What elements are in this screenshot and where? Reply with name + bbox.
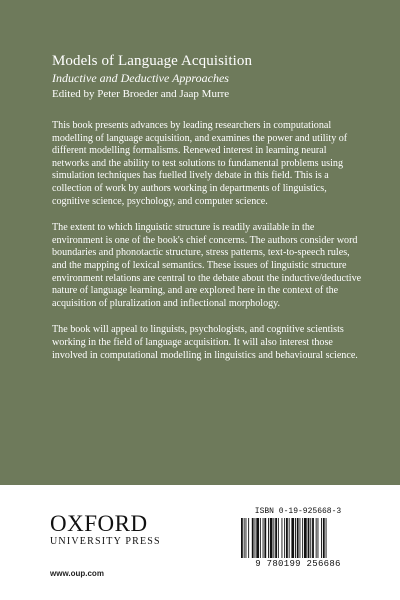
barcode-bar	[284, 518, 285, 558]
barcode-bar	[278, 518, 279, 558]
barcode-bar	[291, 518, 294, 558]
publisher-website: www.oup.com	[50, 569, 104, 578]
barcode-bar	[241, 518, 243, 558]
barcode-bar	[273, 518, 274, 558]
book-editors: Edited by Peter Broeder and Jaap Murre	[52, 88, 230, 100]
barcode-bar	[323, 518, 325, 558]
barcode-bar	[326, 518, 327, 558]
publisher-logo	[50, 513, 161, 548]
barcode-bar	[264, 518, 266, 558]
barcode-bar	[260, 518, 261, 558]
publisher-tagline: UNIVERSITY PRESS	[50, 536, 161, 547]
barcode-bar	[255, 518, 256, 558]
barcode-bar	[302, 518, 303, 558]
isbn-label: ISBN 0-19-925668-3	[254, 507, 342, 516]
publisher-name: OXFORD	[50, 511, 148, 536]
barcode-bar	[295, 518, 296, 558]
barcode-bar	[289, 518, 290, 558]
barcode-block	[240, 507, 356, 569]
barcode-bar	[268, 518, 269, 558]
barcode-bar	[256, 518, 259, 558]
barcode-bar	[321, 518, 322, 558]
barcode-bar	[282, 518, 283, 558]
book-subtitle: Inductive and Deductive Approaches	[52, 71, 229, 85]
barcode-bar	[263, 518, 264, 558]
barcode-bar	[286, 518, 288, 558]
barcode-icon	[240, 518, 356, 558]
book-title: Models of Language Acquisition	[52, 53, 253, 69]
barcode-bar	[304, 518, 307, 558]
barcode-bar	[270, 518, 273, 558]
barcode-bar	[300, 518, 301, 558]
blurb-paragraph-3: The book will appeal to linguists, psychologists, and cognitive scientists working in the field of language acquisition. It will also interest those involved in computational modelling in linguistics and behavioural science.	[52, 324, 358, 361]
blurb-paragraph-2: The extent to which linguistic structure is readily available in the environment is one of the book's chief concerns. The authors consider word boundaries and phonotactic structure, stress patterns, text-to-speech rules, and the mapping of lexical semantics. These issues of linguistic structure environment relations are central to the debate about the inductive/deductive nature of language learning, and are explored here in the context of the acquisition of pluralization and inflectional morphology.	[52, 222, 362, 309]
barcode-bar	[246, 518, 247, 558]
barcode-bar	[316, 518, 317, 558]
barcode-bar	[312, 518, 314, 558]
barcode-bar	[310, 518, 311, 558]
cover-footer	[0, 485, 400, 600]
barcode-bar	[297, 518, 299, 558]
barcode-bar	[308, 518, 310, 558]
barcode-bar	[252, 518, 254, 558]
barcode-bar	[248, 518, 249, 558]
blurb-paragraph-1: This book presents advances by leading researchers in computational modelling of language acquisition, and examines the power and utility of different modelling formalisms. Renewed interest in learning neural networks and the ability to test solutions to fundamental problems using simulation techniques has fuelled lively debate in this field. This is a collection of work by authors working in departments of linguistics, cognitive science, psychology, and computer science.	[52, 120, 348, 207]
barcode-digits: 9 780199 256686	[255, 559, 341, 569]
barcode-bar	[275, 518, 277, 558]
barcode-bar	[244, 518, 245, 558]
barcode-bar	[318, 518, 319, 558]
